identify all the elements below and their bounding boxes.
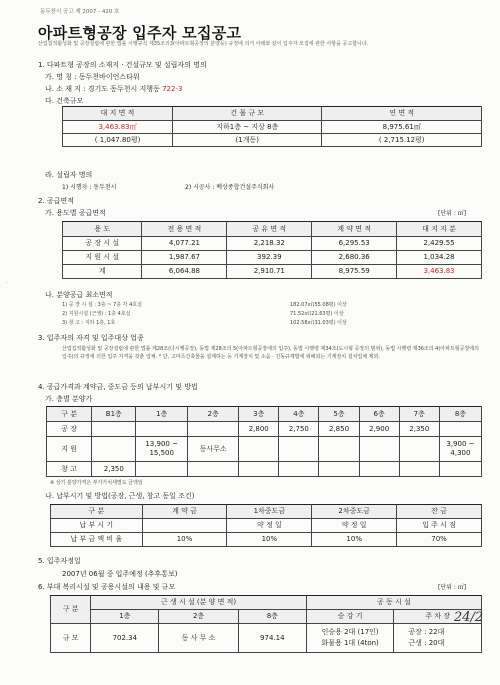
supply-unit: [단위 : ㎡]	[438, 210, 467, 217]
col-land-area: 대 지 면 적	[63, 107, 173, 121]
founder-heading: 라. 설립자 명의	[45, 171, 93, 179]
section-4-heading: 4. 공급가격과 계약금, 중도금 등의 납부시기 및 방법	[38, 383, 198, 391]
table-row-total: 계 6,064.88 2,910.71 8,975.59 3,463.83	[63, 265, 482, 279]
col-8f: 8층	[439, 407, 481, 422]
table-row-storage: 창 고 2,350	[47, 462, 482, 477]
floor-price-table	[46, 406, 482, 477]
payment-heading: 나. 납부시기 및 방법(공장, 근생, 창고 동일 조건)	[45, 492, 195, 500]
document-number: 동두천시 공고 제 2007 - 420 호	[40, 9, 120, 15]
section-5-heading: 5. 입주자정일	[38, 557, 81, 565]
supply-area-heading: 가. 용도별 공급면적	[45, 209, 106, 217]
col-7f: 7층	[399, 407, 439, 422]
col-gubun: 구 분	[51, 596, 91, 624]
section-2-heading: 2. 공급면적	[38, 197, 74, 205]
section-3-heading: 3. 입주자의 자격 및 입주대상 업종	[38, 334, 144, 342]
minimum-area-heading: 나. 분양공급 최소면적	[45, 291, 113, 299]
col-building-scale: 건 물 규 모	[173, 107, 322, 121]
vat-note: ※ 상기 분양가격은 부가가치세별도 금액임	[50, 480, 143, 486]
col-b1: B1층	[92, 407, 136, 422]
min-area-factory: 1) 공 장 시 설 : 3층 ~ 7층 각 4호실	[62, 302, 142, 308]
col-shared-area: 공 유 면 적	[227, 222, 312, 237]
col-usage: 용 도	[63, 222, 142, 237]
building-address: 나. 소 재 지 : 경기도 동두천시 지행동 722-3	[45, 85, 183, 93]
eligibility-text: 산업집적활성화 및 공장설립에 관한 법률 제28조(다시행공장), 동법 제28조의 5(아파트형공장에의 입주), 동법 시행령 제34조(도시형 공장의 범위), 동법 시행령 제36조의 4(아파트형공장에의 입주)의 규정에 의한 입주 자격을 갖춘 업체. * 단, 고마츠건축물을 설계하는 등 기계장치 및 소음 · 진동규제법에 위배되는 기계장치 설치업체 제외.	[62, 346, 479, 360]
handwritten-note: 24/2	[454, 610, 484, 625]
table-row: 공 장 시 설 4,077.21 2,218.32 6,295.53 2,429.55	[63, 237, 482, 251]
col-gubun: 구 분	[47, 407, 92, 422]
col-2f: 2층	[188, 407, 239, 422]
developer: 1) 시행자 : 동두천시	[62, 184, 117, 191]
building-floors: 지하1층 ~ 지상 8층	[173, 121, 322, 134]
table-row-factory: 공 장 2,800 2,750 2,850 2,900 2,350	[47, 422, 482, 437]
min-area-storage-value: 102.58㎡(31.03평) 이상	[290, 320, 347, 326]
min-area-factory-value: 182.07㎡(55.08평) 이상	[290, 302, 347, 308]
land-area-pyeong: ( 1,047.80평)	[63, 134, 173, 147]
min-area-storage: 3) 창 고 : 지하 1층, 1호	[62, 320, 116, 326]
col-3f: 3층	[239, 407, 279, 422]
page-title: 아파트형공장 입주자 모집공고	[38, 24, 242, 42]
floor-area-pyeong: ( 2,715.12평)	[322, 134, 482, 147]
table-row-pay-time: 납 부 시 기 약 정 일 약 정 일 입 주 시 점	[51, 519, 482, 533]
table-row-scale: 규 모 702.34 동 사 무 소 974.14 인승용 2대 (17인) 화물용 1대 (4ton) 공장 : 22대 근생 : 20대	[51, 624, 482, 653]
payment-table: 구 분 계 약 금 1차중도금 2차중도금 잔 금 납 부 시 기 약 정 일 약 정 일 입 주 시 점 납 부 금 액 비 율 10% 10% 10% 70%	[50, 504, 482, 547]
floor-price-heading: 가. 층별 분양가	[45, 395, 93, 403]
scale-heading: 다. 건축규모	[45, 97, 84, 105]
table-row-pay-ratio: 납 부 금 액 비 율 10% 10% 10% 70%	[51, 533, 482, 547]
col-floor-area: 연 면 적	[322, 107, 482, 121]
move-in-date: 2007년 06월 중 입주예정 (추후통보)	[62, 570, 178, 578]
contractor: 2) 시공사 : 백상종합건설주식회사	[185, 184, 275, 191]
table-row: 지 원 시 설 1,987.67 392.39 2,680.36 1,034.28	[63, 251, 482, 265]
col-4f: 4층	[279, 407, 319, 422]
col-5f: 5층	[319, 407, 359, 422]
col-contract-area: 계 약 면 적	[312, 222, 397, 237]
land-area-m2: 3,463.83㎡	[63, 121, 173, 134]
min-area-support-value: 71.52㎡(21.63평) 이상	[290, 311, 344, 317]
table-row-support: 지 원 13,900 ~ 15,500 동사무소 3,900 ~ 4,300	[47, 437, 482, 462]
floor-area-m2: 8,975.61㎡	[322, 121, 482, 134]
col-land-share: 대 지 지 분	[397, 222, 482, 237]
facilities-table: 구 분 근 생 시 설 (분 양 면 적) 공 동 시 설 1층 2층 8층 승 강 기 주 차 장 규 모 702.34 동 사 무 소 974.14 인승용 2대 (17인) 화물용 1대 (4ton) 공장 : 22대 근생 : 20대	[50, 595, 482, 653]
group-neighborhood: 근 생 시 설 (분 양 면 적)	[91, 596, 307, 610]
section-6-heading: 6. 부대 복리시설 및 공용시설의 내용 및 규모	[38, 583, 176, 591]
col-exclusive-area: 전 용 면 적	[142, 222, 227, 237]
col-1f: 1층	[136, 407, 188, 422]
margin-mark: ·	[6, 280, 8, 287]
min-area-support: 2) 지원시설 (근생) : 1층 4호실	[62, 311, 131, 317]
intro-text: 산업집적활성화 및 공장설립에 관한 법률 시행규칙 제35조의3(아파트형공장의 분양등) 규정에 의거 아래와 같이 입주자 모집에 관한 사항을 공고합니다.	[38, 41, 369, 47]
section-1-heading: 1. 다파트형 공장의 소재지 · 건설규모 및 설립자의 명의	[38, 61, 207, 69]
building-count: (1개동)	[173, 134, 322, 147]
supply-area-table	[62, 221, 482, 279]
col-6f: 6층	[359, 407, 399, 422]
group-common: 공 동 시 설	[306, 596, 481, 610]
building-name: 가. 명 칭 : 동두천바이언스타워	[45, 73, 140, 81]
facilities-unit: [단위 : ㎡]	[438, 584, 467, 591]
building-scale-table	[62, 106, 482, 147]
